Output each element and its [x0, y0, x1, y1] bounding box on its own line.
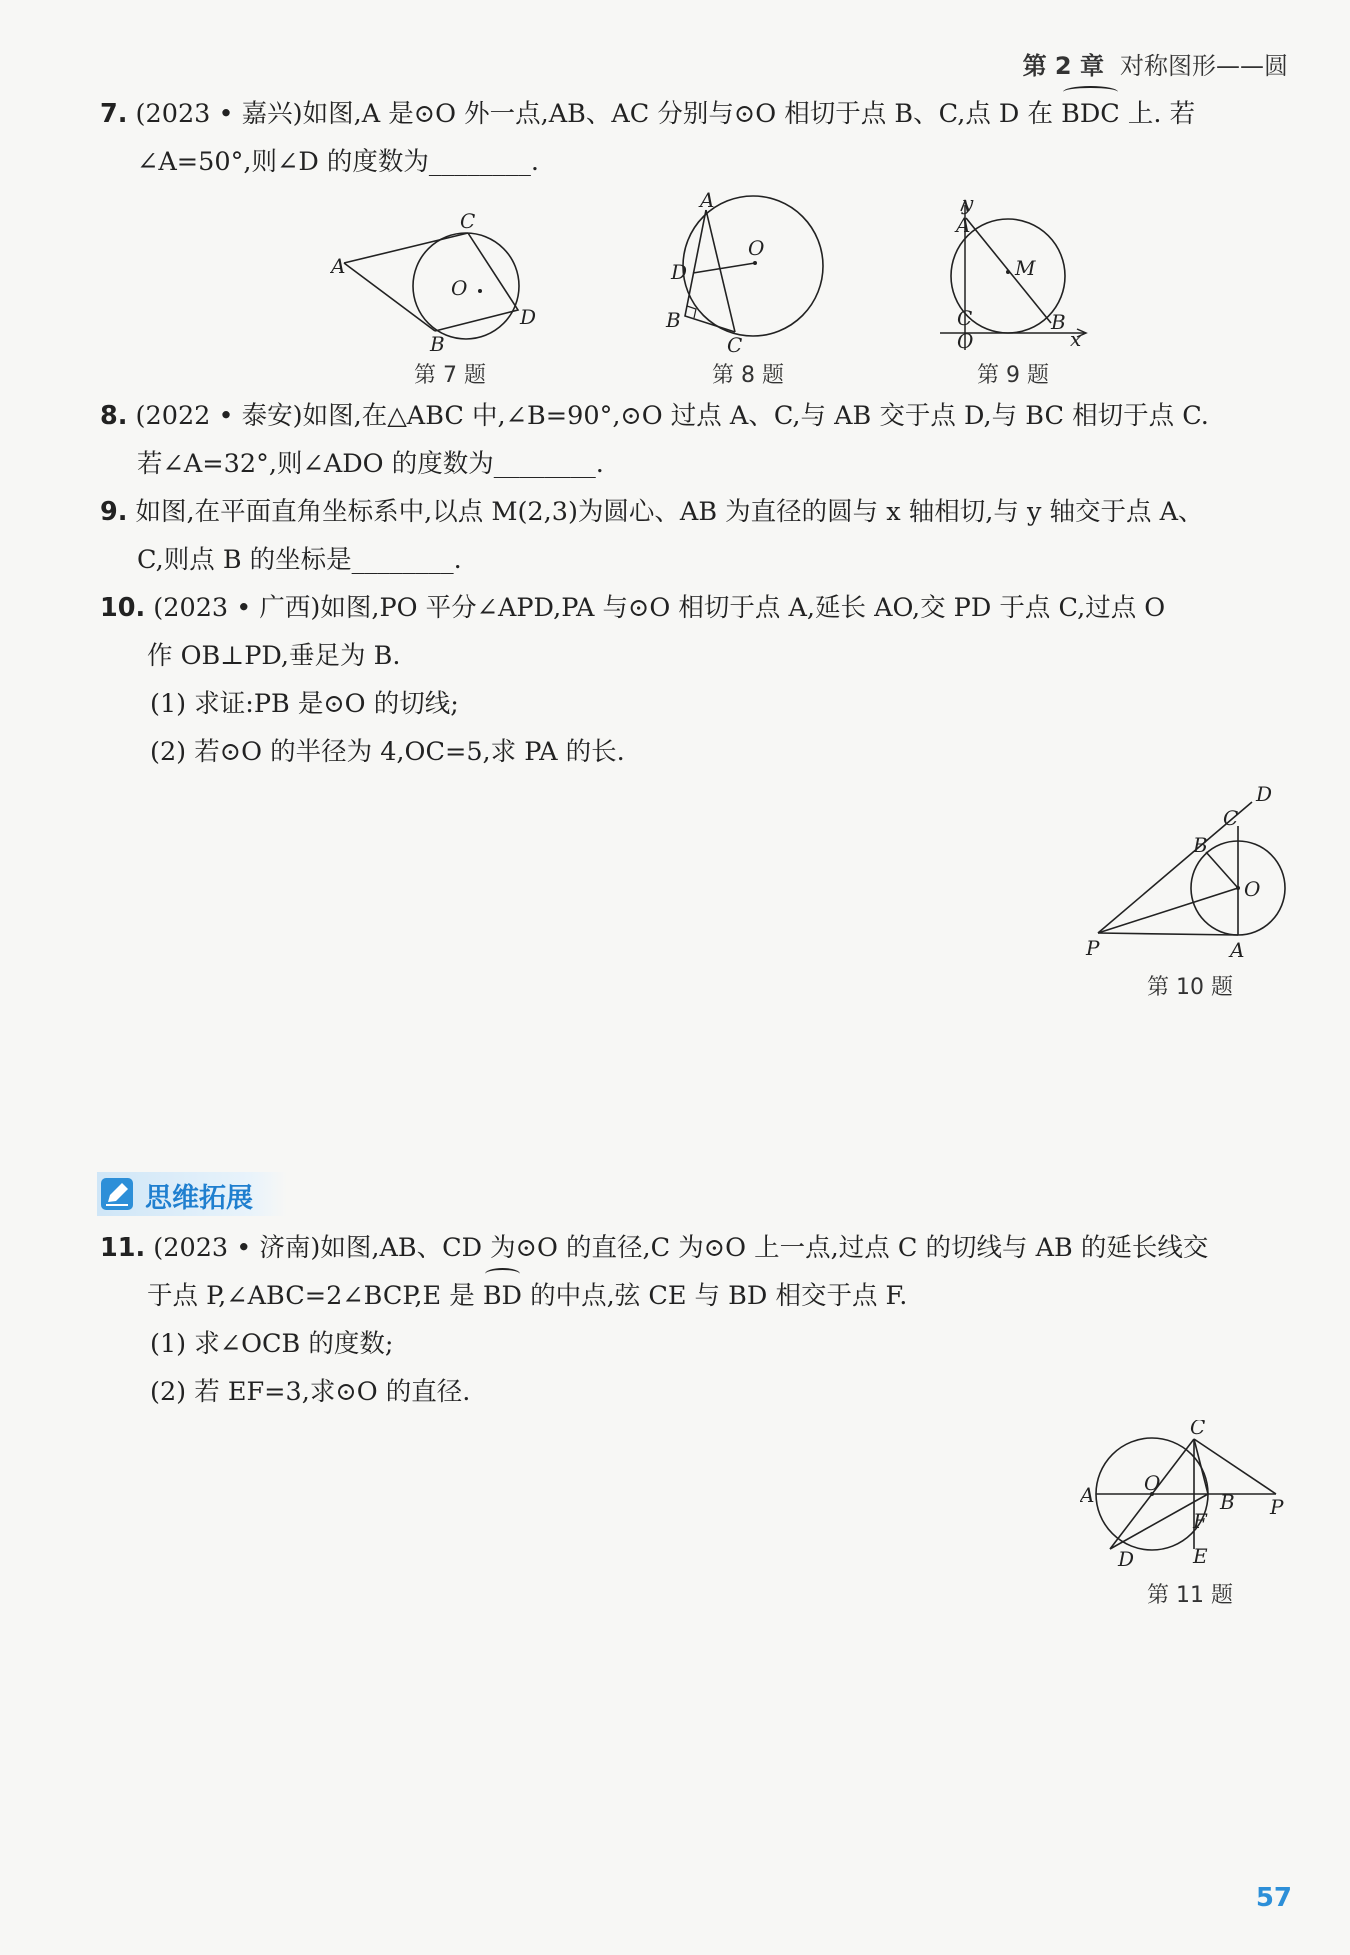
arc-notation: BD — [483, 1272, 522, 1320]
figure-11-caption: 第 11 题 — [1147, 1583, 1233, 1608]
label-c: C — [727, 333, 743, 357]
section-title: 思维拓展 — [145, 1183, 253, 1214]
question-text: 的中点,弦 CE 与 BD 相交于点 F. — [530, 1281, 908, 1311]
label-o: O — [451, 276, 468, 300]
label-a: A — [1080, 1483, 1095, 1507]
segment-ob — [1206, 852, 1238, 888]
chapter-number: 第 2 章 — [1022, 52, 1104, 80]
figure-9-caption: 第 9 题 — [977, 363, 1049, 388]
pencil-glyph — [101, 1178, 133, 1210]
label-d: D — [520, 305, 537, 329]
question-text: 如图,在平面直角坐标系中,以点 M(2,3)为圆心、AB 为直径的圆与 x 轴相切,与 y 轴交于点 A、 — [135, 497, 1204, 527]
label-d: D — [1256, 782, 1273, 806]
question-7 — [100, 90, 1290, 186]
question-text: ∠A=50°,则∠D 的度数为________. — [137, 147, 539, 177]
figure-10 — [1080, 780, 1300, 965]
label-b: B — [1051, 310, 1066, 334]
label-a: A — [331, 254, 346, 278]
question-text: (2023 • 广西)如图,PO 平分∠APD,PA 与⊙O 相切于点 A,延长 AO,交 PD 于点 C,过点 O — [153, 593, 1166, 623]
center-point — [753, 261, 757, 265]
label-d: D — [671, 260, 688, 284]
question-text: 于点 P,∠ABC=2∠BCP,E 是 — [147, 1281, 475, 1311]
question-11 — [100, 1224, 1290, 1416]
label-p: P — [1270, 1495, 1284, 1519]
label-f: F — [1193, 1509, 1207, 1533]
question-number: 11. — [100, 1233, 146, 1263]
question-text: (2023 • 嘉兴)如图,A 是⊙O 外一点,AB、AC 分别与⊙O 相切于点 B、C,点 D 在 — [135, 99, 1053, 129]
segment-po — [1098, 888, 1238, 933]
label-x: x — [1070, 327, 1082, 351]
center-point — [1236, 886, 1240, 890]
label-c: C — [460, 209, 476, 233]
label-e: E — [1193, 1544, 1208, 1568]
question-10 — [100, 584, 1290, 776]
question-text: 上. 若 — [1127, 99, 1196, 129]
label-o: O — [1144, 1471, 1161, 1495]
figure-7-caption: 第 7 题 — [414, 363, 486, 388]
chapter-title: 对称图形——圆 — [1120, 52, 1288, 80]
figure-7 — [330, 205, 570, 365]
sub-question-1: (1) 求∠OCB 的度数; — [150, 1329, 394, 1359]
label-b: B — [1220, 1490, 1235, 1514]
segment-do — [693, 263, 755, 273]
label-a: A — [1230, 938, 1245, 962]
label-b: B — [666, 308, 681, 332]
label-y: y — [962, 195, 974, 215]
tangent-pa — [1098, 933, 1238, 935]
chords-cd-db — [435, 233, 518, 331]
label-b: B — [1193, 833, 1208, 857]
figure-11 — [1080, 1420, 1300, 1570]
page-number: 57 — [1255, 1883, 1292, 1913]
question-text: 若∠A=32°,则∠ADO 的度数为________. — [137, 449, 604, 479]
section-header — [97, 1172, 287, 1216]
label-o: O — [957, 329, 974, 353]
question-text: 作 OB⊥PD,垂足为 B. — [147, 641, 401, 671]
arc-notation: BDC — [1061, 90, 1120, 138]
question-9 — [100, 488, 1290, 584]
label-c: C — [1223, 806, 1239, 830]
label-p: P — [1086, 936, 1100, 960]
right-angle-mark — [687, 306, 696, 318]
question-text: C,则点 B 的坐标是________. — [137, 545, 462, 575]
center-point — [1006, 270, 1010, 274]
label-a: A — [956, 213, 971, 237]
label-c: C — [957, 306, 973, 330]
label-o: O — [1244, 877, 1261, 901]
question-number: 9. — [100, 497, 128, 527]
label-o: O — [748, 236, 765, 260]
sub-question-2: (2) 若 EF=3,求⊙O 的直径. — [150, 1377, 471, 1407]
question-number: 10. — [100, 593, 146, 623]
figure-8 — [660, 190, 840, 360]
question-number: 7. — [100, 99, 128, 129]
question-text: (2022 • 泰安)如图,在△ABC 中,∠B=90°,⊙O 过点 A、C,与 AB 交于点 D,与 BC 相切于点 C. — [135, 401, 1209, 431]
question-text: (2023 • 济南)如图,AB、CD 为⊙O 的直径,C 为⊙O 上一点,过点 C 的切线与 AB 的延长线交 — [153, 1233, 1209, 1263]
label-d: D — [1118, 1547, 1135, 1570]
center-point — [478, 289, 482, 293]
figure-10-caption: 第 10 题 — [1147, 975, 1233, 1000]
label-a: A — [700, 190, 715, 212]
figure-9 — [935, 195, 1095, 355]
sub-question-1: (1) 求证:PB 是⊙O 的切线; — [150, 689, 459, 719]
question-number: 8. — [100, 401, 128, 431]
tangent-ac — [344, 233, 468, 263]
sub-question-2: (2) 若⊙O 的半径为 4,OC=5,求 PA 的长. — [150, 737, 625, 767]
label-m: M — [1015, 256, 1036, 280]
tangent-ab — [344, 263, 435, 331]
label-b: B — [430, 332, 445, 356]
figure-8-caption: 第 8 题 — [712, 363, 784, 388]
question-8 — [100, 392, 1290, 488]
chapter-header — [1023, 46, 1288, 81]
label-c: C — [1190, 1420, 1206, 1439]
pencil-icon — [101, 1178, 133, 1210]
